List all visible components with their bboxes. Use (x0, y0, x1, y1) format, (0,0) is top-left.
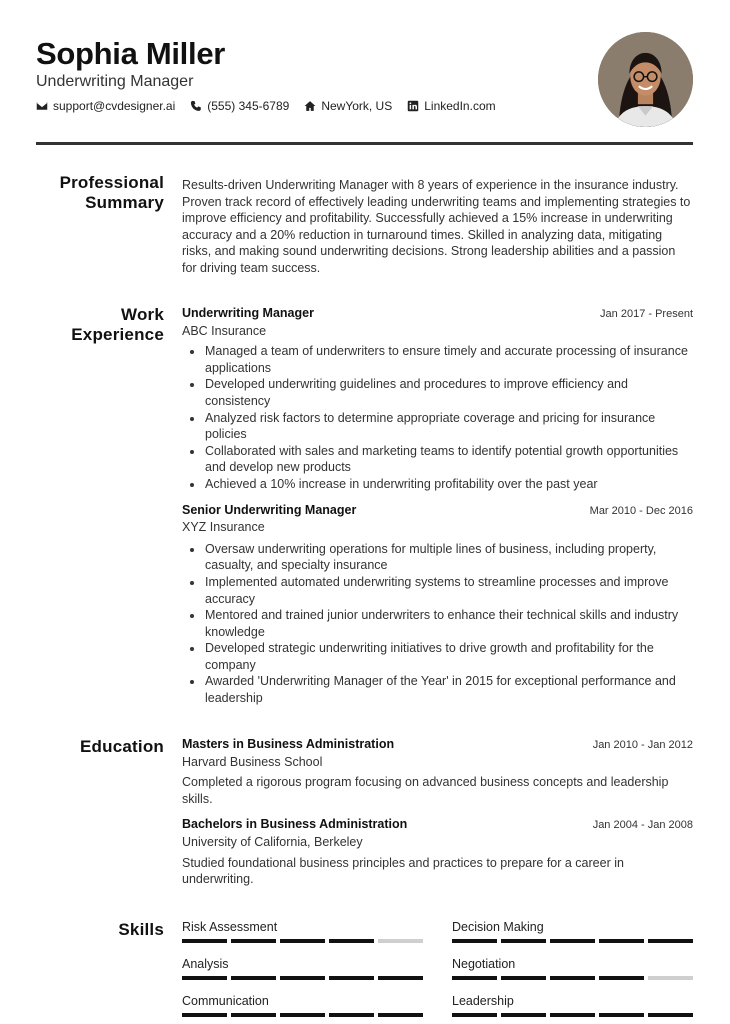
job-dates: Mar 2010 - Dec 2016 (589, 504, 693, 517)
skill-segment-filled (182, 976, 227, 980)
education-dates: Jan 2004 - Jan 2008 (592, 819, 693, 832)
skill-segment-filled (501, 939, 546, 943)
contact-linkedin[interactable] (407, 99, 495, 113)
summary-heading-line1: Professional (59, 173, 164, 192)
skill-segment-filled (280, 939, 325, 943)
contact-email-text: support@cvdesigner.ai (53, 99, 176, 113)
candidate-name: Sophia Miller (36, 36, 226, 71)
skill-segment-empty (378, 939, 423, 943)
skill-segment-filled (452, 939, 497, 943)
education-entry (182, 816, 693, 887)
contact-bar (36, 99, 511, 113)
home-icon (304, 100, 316, 112)
list-item: Mentored and trained junior underwriters to enhance their technical skills and industry knowledge (182, 607, 693, 640)
skill-segment-filled (280, 976, 325, 980)
phone-icon (190, 100, 202, 112)
skill-level-bar (452, 939, 693, 943)
skill-segment-filled (182, 1013, 227, 1017)
header-divider (36, 142, 693, 145)
job-title: Underwriting Manager (182, 306, 314, 320)
skill-segment-filled (648, 939, 693, 943)
skill-segment-filled (378, 1013, 423, 1017)
skill-item (182, 920, 423, 943)
contact-location (304, 99, 392, 113)
skill-segment-filled (599, 939, 644, 943)
skill-name: Decision Making (452, 920, 544, 934)
skill-segment-filled (231, 976, 276, 980)
list-item: Implemented automated underwriting systems to streamline processes and improve accuracy (182, 574, 693, 607)
skill-segment-filled (378, 976, 423, 980)
skill-level-bar (452, 976, 693, 980)
envelope-icon (36, 100, 48, 112)
skill-segment-filled (501, 976, 546, 980)
experience-heading-line2: Experience (71, 325, 164, 344)
job-company: ABC Insurance (182, 323, 267, 338)
summary-text: Results-driven Underwriting Manager with 8 years of experience in the insurance industry. Proven track record of effectively leading underwriting teams and implementing strategies to improve efficiency and profitability. Successfully achieved a 15% increase in underwriting accuracy and a 20% reduction in turnaround times. Skilled in analyzing data, mitigating risks, and making sound underwriting decisions. Strong leadership abilities and a passion for driving team success. (182, 178, 691, 275)
education-entry (182, 736, 693, 807)
profile-photo (598, 32, 693, 127)
education-description: Studied foundational business principles and practices to prepare for a career in underwriting. (182, 855, 624, 887)
skill-segment-filled (231, 939, 276, 943)
skill-item (452, 957, 693, 980)
skill-segment-empty (648, 976, 693, 980)
skill-segment-filled (452, 976, 497, 980)
skill-segment-filled (648, 1013, 693, 1017)
skill-segment-filled (329, 1013, 374, 1017)
job-entry (182, 502, 693, 707)
skill-segment-filled (550, 976, 595, 980)
avatar (598, 32, 693, 127)
school-name: Harvard Business School (182, 754, 323, 769)
contact-phone[interactable] (190, 99, 289, 113)
skill-name: Leadership (452, 994, 514, 1008)
list-item: Developed underwriting guidelines and procedures to improve efficiency and consistency (182, 376, 693, 409)
skill-segment-filled (550, 1013, 595, 1017)
degree-title: Bachelors in Business Administration (182, 817, 408, 832)
skill-segment-filled (501, 1013, 546, 1017)
summary-heading-line2: Summary (85, 193, 164, 212)
degree-title: Masters in Business Administration (182, 737, 395, 751)
skill-segment-filled (550, 939, 595, 943)
job-entry (182, 305, 693, 493)
job-title: Senior Underwriting Manager (182, 502, 357, 517)
contact-location-text: NewYork, US (321, 99, 393, 113)
job-title-headline: Underwriting Manager (36, 73, 194, 90)
skill-segment-filled (329, 976, 374, 980)
education-description: Completed a rigorous program focusing on advanced business concepts and leadership skills. (182, 775, 669, 806)
education-dates: Jan 2010 - Jan 2012 (592, 739, 693, 751)
skill-name: Analysis (182, 957, 229, 971)
section-heading-experience (36, 305, 164, 345)
skill-level-bar (182, 1013, 423, 1017)
list-item: Developed strategic underwriting initiatives to drive growth and profitability for the company (182, 640, 693, 673)
section-heading-summary (36, 173, 164, 213)
contact-email[interactable] (36, 99, 175, 113)
list-item: Managed a team of underwriters to ensure timely and accurate processing of insurance applications (182, 343, 693, 376)
skill-item (452, 994, 693, 1017)
contact-linkedin-text: LinkedIn.com (424, 99, 496, 113)
skill-item (182, 957, 423, 980)
list-item: Oversaw underwriting operations for multiple lines of business, including property, casualty, and specialty insurance (182, 541, 693, 574)
skill-segment-filled (599, 976, 644, 980)
skill-level-bar (452, 1013, 693, 1017)
job-bullets (182, 541, 693, 707)
contact-phone-text: (555) 345-6789 (207, 99, 290, 113)
skill-level-bar (182, 976, 423, 980)
job-company: XYZ Insurance (182, 520, 265, 535)
linkedin-icon (407, 100, 419, 112)
job-bullets (182, 343, 693, 492)
job-dates: Jan 2017 - Present (600, 308, 693, 320)
skill-name: Communication (182, 994, 269, 1008)
school-name: University of California, Berkeley (182, 834, 363, 849)
skill-segment-filled (329, 939, 374, 943)
experience-heading-line1: Work (121, 305, 164, 324)
education-section (182, 736, 693, 888)
experience-section (182, 305, 693, 707)
skill-segment-filled (599, 1013, 644, 1017)
skill-segment-filled (280, 1013, 325, 1017)
skill-level-bar (182, 939, 423, 943)
skill-name: Negotiation (452, 957, 516, 971)
section-heading-education: Education (80, 737, 164, 756)
list-item: Collaborated with sales and marketing teams to identify potential growth opportunities and develop new products (182, 443, 693, 476)
skill-segment-filled (452, 1013, 497, 1017)
list-item: Analyzed risk factors to determine appropriate coverage and pricing for insurance policies (182, 410, 693, 443)
list-item: Awarded 'Underwriting Manager of the Year' in 2015 for exceptional performance and leadership (182, 673, 693, 706)
skill-segment-filled (231, 1013, 276, 1017)
list-item: Achieved a 10% increase in underwriting profitability over the past year (182, 476, 693, 493)
skill-name: Risk Assessment (182, 920, 278, 934)
skill-item (452, 920, 693, 943)
skills-grid (182, 920, 693, 1017)
section-heading-skills: Skills (118, 920, 164, 939)
skill-segment-filled (182, 939, 227, 943)
skill-item (182, 994, 423, 1017)
